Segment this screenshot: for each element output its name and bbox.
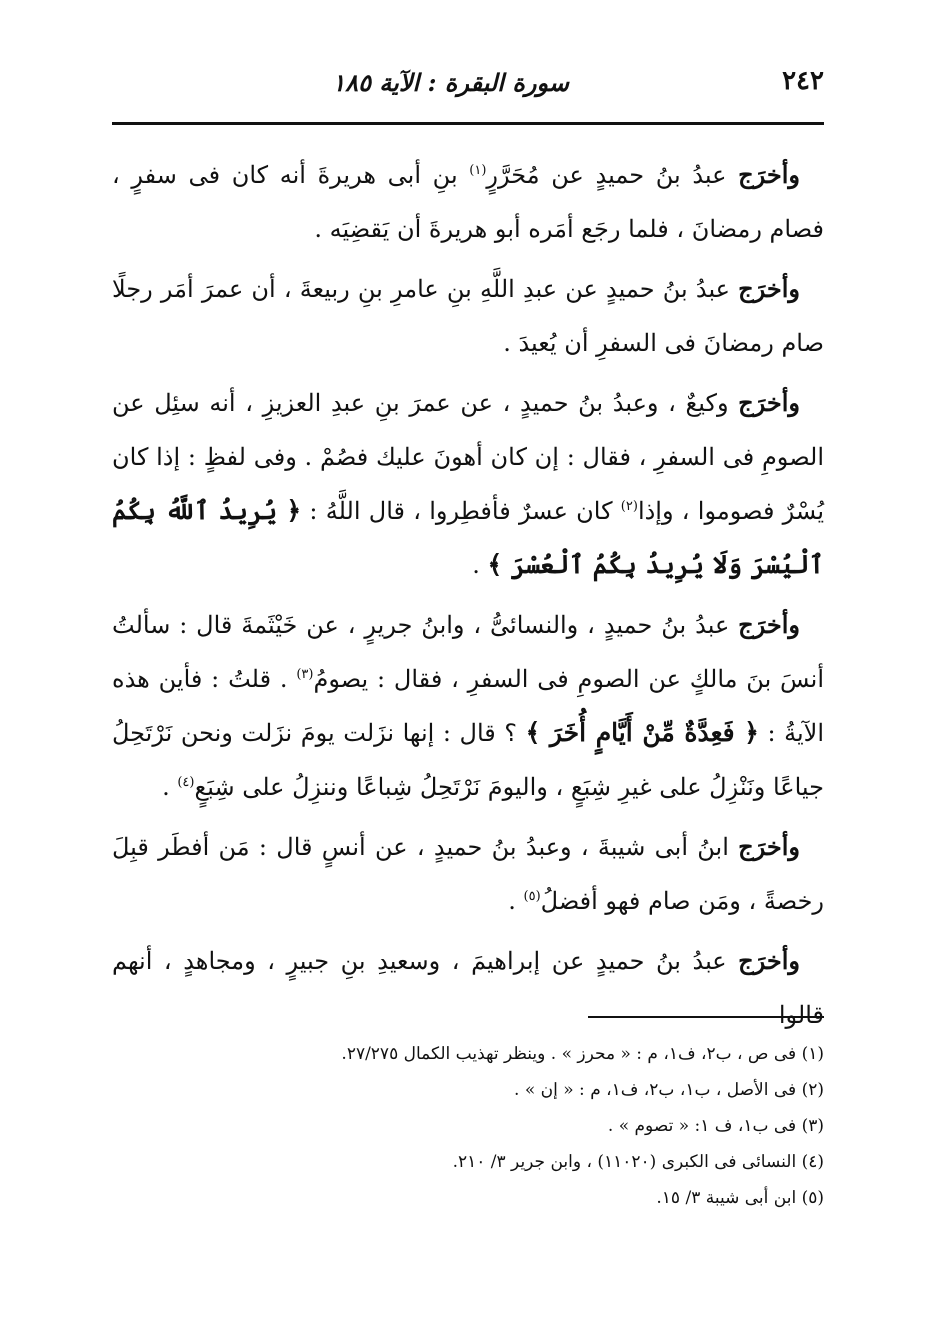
paragraph-text: عبدُ بنُ حميدٍ عن عبدِ اللَّهِ بنِ عامرِ بنِ ربيعةَ ، أن عمرَ أمَر رجلًا صام رمضانَ فى السفرِ أن يُعيدَ . — [112, 275, 824, 357]
page-number: ٢٤٢ — [782, 66, 824, 96]
footnote: (٤) النسائى فى الكبرى (١١٠٢٠) ، وابن جرير ٣/ ٢١٠. — [452, 1152, 824, 1172]
paragraph-text: كان عسرٌ فأفطِروا ، قال اللَّهُ : — [301, 497, 621, 525]
paragraph-text: ابنُ أبى شيبةَ ، وعبدُ بنُ حميدٍ ، عن أنسٍ قال : مَن أفطَر قبِلَ رخصةً ، ومَن صام فهو أفضلُ — [112, 833, 824, 915]
footnote: (٣) فى ب١، ف ١: « تصوم » . — [607, 1116, 824, 1136]
paragraph — [112, 598, 824, 814]
paragraph-lead: وأخرَج — [738, 388, 800, 417]
quran-quote: ﴿ فَعِدَّةٌ مِّنْ أَيَّامٍ أُخَرَ ﴾ — [525, 718, 759, 747]
footnote: (١) فى ص ، ب٢، ف١، م : « محرز » . وينظر تهذيب الكمال ٢٧/٢٧٥. — [341, 1044, 824, 1064]
paragraph — [112, 376, 824, 592]
footnotes — [112, 1036, 824, 1216]
paragraph-text: . قلتُ : فأين هذه الآيةُ : — [112, 665, 824, 747]
paragraph-lead: وأخرَج — [738, 946, 800, 975]
book-page — [112, 60, 824, 1300]
quran-quote: ﴿ يُرِيدُ ٱللَّهُ بِكُمُ ٱلْيُسْرَ وَلَا يُرِيدُ بِكُمُ ٱلْعُسْرَ ﴾ — [112, 496, 824, 579]
paragraph-text: . — [508, 887, 524, 915]
body-text — [112, 148, 824, 1048]
running-title: سورة البقرة : الآية ١٨٥ — [332, 68, 569, 97]
paragraph — [112, 148, 824, 256]
paragraph-text: عبدُ بنُ حميدٍ ، والنسائىُّ ، وابنُ جريرٍ ، عن خَيْثَمةَ قال : سألتُ أنسَ بنَ مالكٍ عن الصومِ فى السفرِ ، فقال : يصومُ — [112, 611, 825, 693]
paragraph-lead: وأخرَج — [738, 160, 800, 189]
footnote: (٥) ابن أبى شيبة ٣/ ١٥. — [656, 1188, 824, 1208]
page-header — [112, 60, 824, 116]
paragraph-text: عبدُ بنُ حميدٍ عن إبراهيمَ ، وسعيدِ بنِ جبيرٍ ، ومجاهدٍ ، أنهم قالوا — [112, 947, 824, 1029]
footnote-marker: (٢) — [620, 499, 638, 514]
footnote: (٢) فى الأصل ، ب١، ب٢، ف١، م : « إن » . — [514, 1080, 824, 1100]
paragraph-text: . — [472, 551, 488, 579]
header-rule — [112, 122, 824, 125]
footnote-marker: (٥) — [523, 889, 541, 904]
paragraph-text: . — [162, 773, 178, 801]
paragraph-text: عبدُ بنُ حميدٍ عن مُحَرَّرٍ — [486, 161, 739, 189]
paragraph-text: ؟ قال : إنها نزَلت يومَ نزَلت ونحن نَرْتَحِلُ جياعًا ونَنْزِلُ على غيرِ شِبَعٍ ، واليومَ نَرْتَحِلُ شِباعًا وننزِلُ على شِبَعٍ — [112, 719, 824, 801]
footnote-rule — [588, 1016, 824, 1018]
paragraph — [112, 262, 824, 370]
paragraph — [112, 934, 824, 1042]
paragraph-text: وكيعٌ ، وعبدُ بنُ حميدٍ ، عن عمرَ بنِ عبدِ العزيزِ ، أنه سئِل عن الصومِ فى السفرِ ، فقال : إن كان أهونَ عليك فصُمْ . وفى لفظٍ : إذا كان يُسْرٌ فصوموا ، وإذا — [112, 389, 824, 525]
paragraph — [112, 820, 824, 928]
footnote-marker: (١) — [469, 163, 487, 178]
paragraph-text: بنِ أبى هريرةَ أنه كان فى سفرٍ ، فصام رمضانَ ، فلما رجَع أمَره أبو هريرةَ أن يَقضِيَه . — [112, 161, 824, 243]
paragraph-lead: وأخرَج — [738, 832, 800, 861]
paragraph-lead: وأخرَج — [738, 274, 800, 303]
footnote-marker: (٣) — [296, 667, 314, 682]
footnote-marker: (٤) — [177, 775, 195, 790]
paragraph-lead: وأخرَج — [738, 610, 800, 639]
